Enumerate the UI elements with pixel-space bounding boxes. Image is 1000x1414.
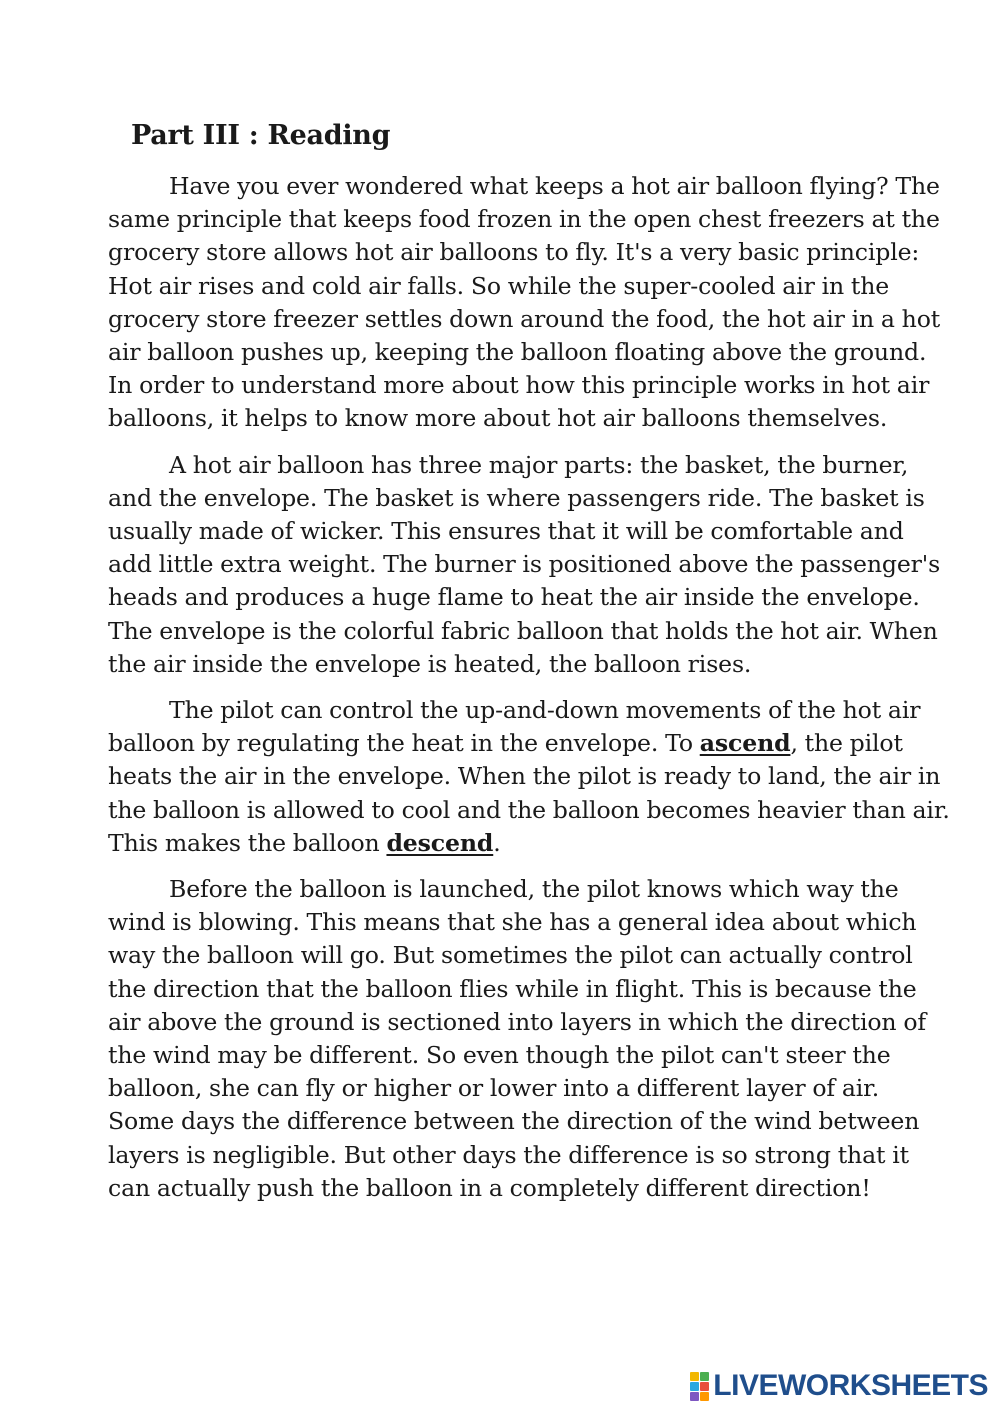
section-title: Part III : Reading [131,120,391,151]
paragraph-4 [108,873,950,1205]
logo-tile [690,1372,699,1381]
keyword-descend: descend [386,828,494,857]
reading-passage [108,170,950,1218]
paragraph-text: A hot air balloon has three major parts: the basket, the burner, and the envelope. The basket is where passengers ride. The basket is usually made of wicker. This ensures that it will be comfortable and add little extra weight. The burner is positioned above the passenger's heads and produces a huge flame to heat the air inside the envelope. The envelope is the colorful fabric balloon that holds the hot air. When the air inside the envelope is heated, the balloon rises. [108,450,941,678]
liveworksheets-logo-icon [690,1372,709,1401]
paragraph-text: , the pilot heats the air in the envelope. When the pilot is ready to land, the air in the balloon is allowed to cool and the balloon becomes heavier than air. This makes the balloon [108,729,950,857]
logo-tile [700,1382,709,1391]
paragraph-text: Have you ever wondered what keeps a hot air balloon flying? The same principle that keeps food frozen in the open chest freezers at the grocery store allows hot air balloons to fly. It's a very basic principle: Hot air rises and cold air falls. So while the super-cooled air in the grocery store freezer settles down around the food, the hot air in a hot air balloon pushes up, keeping the balloon floating above the ground. In order to understand more about how this principle works in hot air balloons, it helps to know more about hot air balloons themselves. [108,172,941,433]
logo-tile [700,1392,709,1401]
paragraph-3 [108,694,950,860]
paragraph-1 [108,170,950,436]
paragraph-text: . [493,828,501,857]
logo-tile [690,1382,699,1391]
paragraph-2 [108,449,950,681]
paragraph-text: The pilot can control the up-and-down movements of the hot air balloon by regulating the heat in the envelope. To [108,696,921,758]
paragraph-text: Before the balloon is launched, the pilot knows which way the wind is blowing. This means that she has a general idea about which way the balloon will go. But sometimes the pilot can actually control the direction that the balloon flies while in flight. This is because the air above the ground is sectioned into layers in which the direction of the wind may be different. So even though the pilot can't steer the balloon, she can fly or higher or lower into a different layer of air. Some days the difference between the direction of the wind between layers is negligible. But other days the difference is so strong that it can actually push the balloon in a completely different direction! [108,875,926,1202]
logo-tile [690,1392,699,1401]
keyword-ascend: ascend [699,729,791,758]
logo-tile [700,1372,709,1381]
brand-name: LIVEWORKSHEETS [713,1369,988,1402]
liveworksheets-watermark [690,1368,988,1404]
